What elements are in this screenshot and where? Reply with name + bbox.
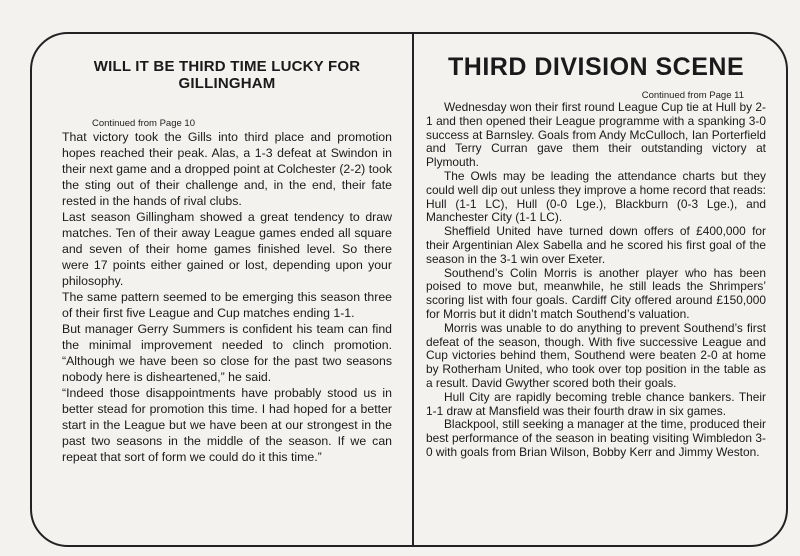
left-paragraph: But manager Gerry Summers is confident his team can find the minimal improvement needed to clinch promotion. “Although we have been so close for the past two seasons nobody here is disheartened,” he said. bbox=[62, 322, 392, 384]
column-divider bbox=[412, 34, 414, 546]
right-paragraph: Hull City are rapidly becoming treble chance bankers. Their 1-1 draw at Mansfield was their fourth draw in six games. bbox=[426, 389, 766, 418]
left-paragraph: “Indeed those disappointments have probably stood us in better stead for promotion this time. I had hoped for a better start in the League but we have been at our strongest in the past two seasons in the middle of the season. If we can repeat that sort of form we could do it this time.” bbox=[62, 386, 392, 464]
right-paragraph: Blackpool, still seeking a manager at the time, produced their best performance of the season in beating visiting Wimbledon 3-0 with goals from Brian Wilson, Bobby Kerr and Jimmy Weston. bbox=[426, 417, 766, 459]
left-column bbox=[62, 58, 392, 465]
right-column bbox=[426, 52, 766, 460]
left-continued-note: Continued from Page 10 bbox=[92, 118, 195, 129]
left-paragraph: Last season Gillingham showed a great tendency to draw matches. Ten of their away League games ended all square and seven of their home games finished level. So there were 17 points either gained or lost, depending upon your philosophy. bbox=[62, 210, 392, 288]
right-headline: THIRD DIVISION SCENE bbox=[448, 53, 745, 81]
left-paragraph: The same pattern seemed to be emerging this season three of their first five League and Cup matches ending 1-1. bbox=[62, 290, 392, 320]
right-paragraph: Wednesday won their first round League Cup tie at Hull by 2-1 and then opened their League programme with a spanking 3-0 success at Barnsley. Goals from Andy McCulloch, Ian Porterfield and Terry Curran gave them their outstanding victory at Plymouth. bbox=[426, 100, 766, 170]
left-paragraph: That victory took the Gills into third place and promotion hopes reached their peak. Alas, a 1-3 defeat at Swindon in their next game and a dropped point at Colchester (2-2) took the sting out of their challenge and, in the end, their fate rested in the hands of rival clubs. bbox=[62, 130, 392, 208]
right-paragraph: Morris was unable to do anything to prevent Southend’s first defeat of the season, though. With five successive League and Cup victories behind them, Southend were beaten 2-0 at home by Rotherham United, who took over top position in the table as a result. David Gwyther scored both their goals. bbox=[426, 320, 766, 390]
right-paragraph: Southend’s Colin Morris is another player who has been poised to move but, meanwhile, he still leads the Shrimpers’ scoring list with four goals. Cardiff City offered around £150,000 for Morris but it didn’t match Southend’s valuation. bbox=[426, 265, 766, 321]
right-continued-note: Continued from Page 11 bbox=[641, 90, 744, 101]
left-headline: WILL IT BE THIRD TIME LUCKY FOR GILLINGHAM bbox=[93, 58, 361, 92]
right-paragraph: Sheffield United have turned down offers of £400,000 for their Argentinian Alex Sabella and he scored his first goal of the season in the 3-1 win over Exeter. bbox=[426, 224, 766, 266]
right-paragraph: The Owls may be leading the attendance charts but they could well dip out unless they improve a home record that reads: Hull (1-1 LC), Hull (0-0 Lge.), Blackburn (0-3 Lge.), and Manchester City (1-1 LC). bbox=[426, 168, 766, 225]
